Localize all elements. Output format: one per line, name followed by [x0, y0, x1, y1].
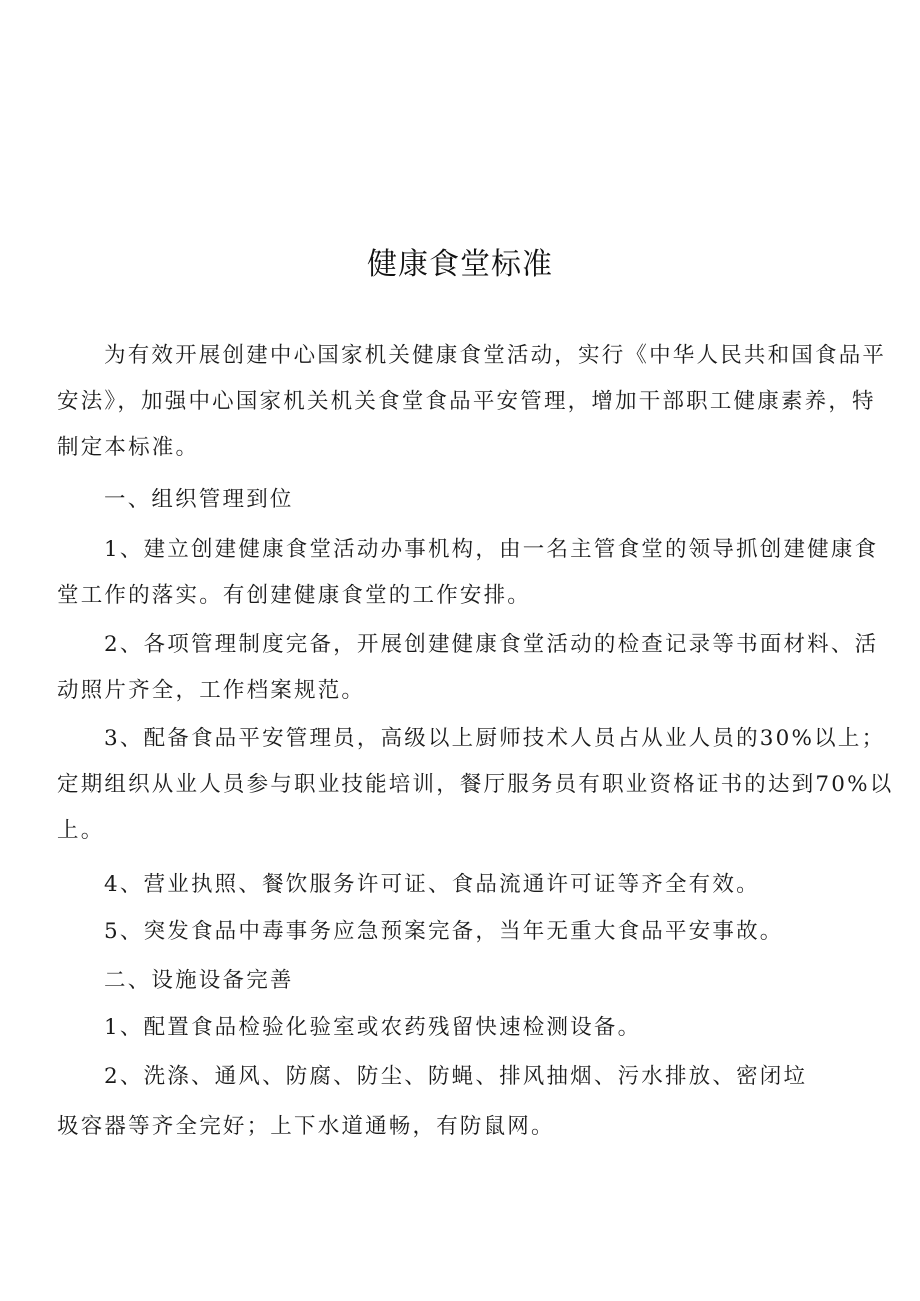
paragraph-line: 2、洗涤、通风、防腐、防尘、防蝇、排风抽烟、污水排放、密闭垃 — [104, 1064, 808, 1089]
paragraph-line: 1、配置食品检验化验室或农药残留快速检测设备。 — [104, 1015, 642, 1040]
paragraph-line: 4、营业执照、餐饮服务许可证、食品流通许可证等齐全有效。 — [104, 872, 760, 897]
section2-heading: 二、设施设备完善 — [104, 968, 294, 993]
section1-item1 — [57, 527, 879, 619]
section1-item5 — [57, 909, 865, 955]
intro-line: 安法》，加强中心国家机关机关食堂食品平安管理，增加干部职工健康素养，特 — [57, 389, 876, 414]
section2-item1 — [57, 1005, 865, 1051]
section-heading — [57, 477, 865, 523]
intro-line: 为有效开展创建中心国家机关健康食堂活动，实行《中华人民共和国食品平 — [104, 343, 887, 368]
intro-paragraph — [57, 333, 887, 471]
paragraph-line: 定期组织从业人员参与职业技能培训，餐厅服务员有职业资格证书的达到70%以 — [57, 772, 894, 797]
section1-item4 — [57, 862, 865, 908]
paragraph-line: 圾容器等齐全完好；上下水道通畅，有防鼠网。 — [57, 1114, 555, 1139]
intro-line: 制定本标准。 — [57, 435, 200, 460]
paragraph-line: 1、建立创建健康食堂活动办事机构，由一名主管食堂的领导抓创建健康食 — [104, 537, 879, 562]
paragraph-line: 5、突发食品中毒事务应急预案完备，当年无重大食品平安事故。 — [104, 919, 784, 944]
paragraph-line: 动照片齐全，工作档案规范。 — [57, 678, 366, 703]
document-title: 健康食堂标准 — [367, 247, 553, 282]
paragraph-line: 3、配备食品平安管理员，高级以上厨师技术人员占从业人员的30%以上； — [104, 726, 886, 751]
paragraph-line: 2、各项管理制度完备，开展创建健康食堂活动的检查记录等书面材料、活 — [104, 632, 879, 657]
section1-heading: 一、组织管理到位 — [104, 487, 294, 512]
section2-item2 — [57, 1054, 865, 1150]
section1-item2 — [57, 622, 879, 714]
section-heading — [57, 958, 865, 1004]
paragraph-line: 上。 — [57, 818, 105, 843]
paragraph-line: 堂工作的落实。有创建健康食堂的工作安排。 — [57, 583, 532, 608]
section1-item3 — [57, 716, 894, 854]
